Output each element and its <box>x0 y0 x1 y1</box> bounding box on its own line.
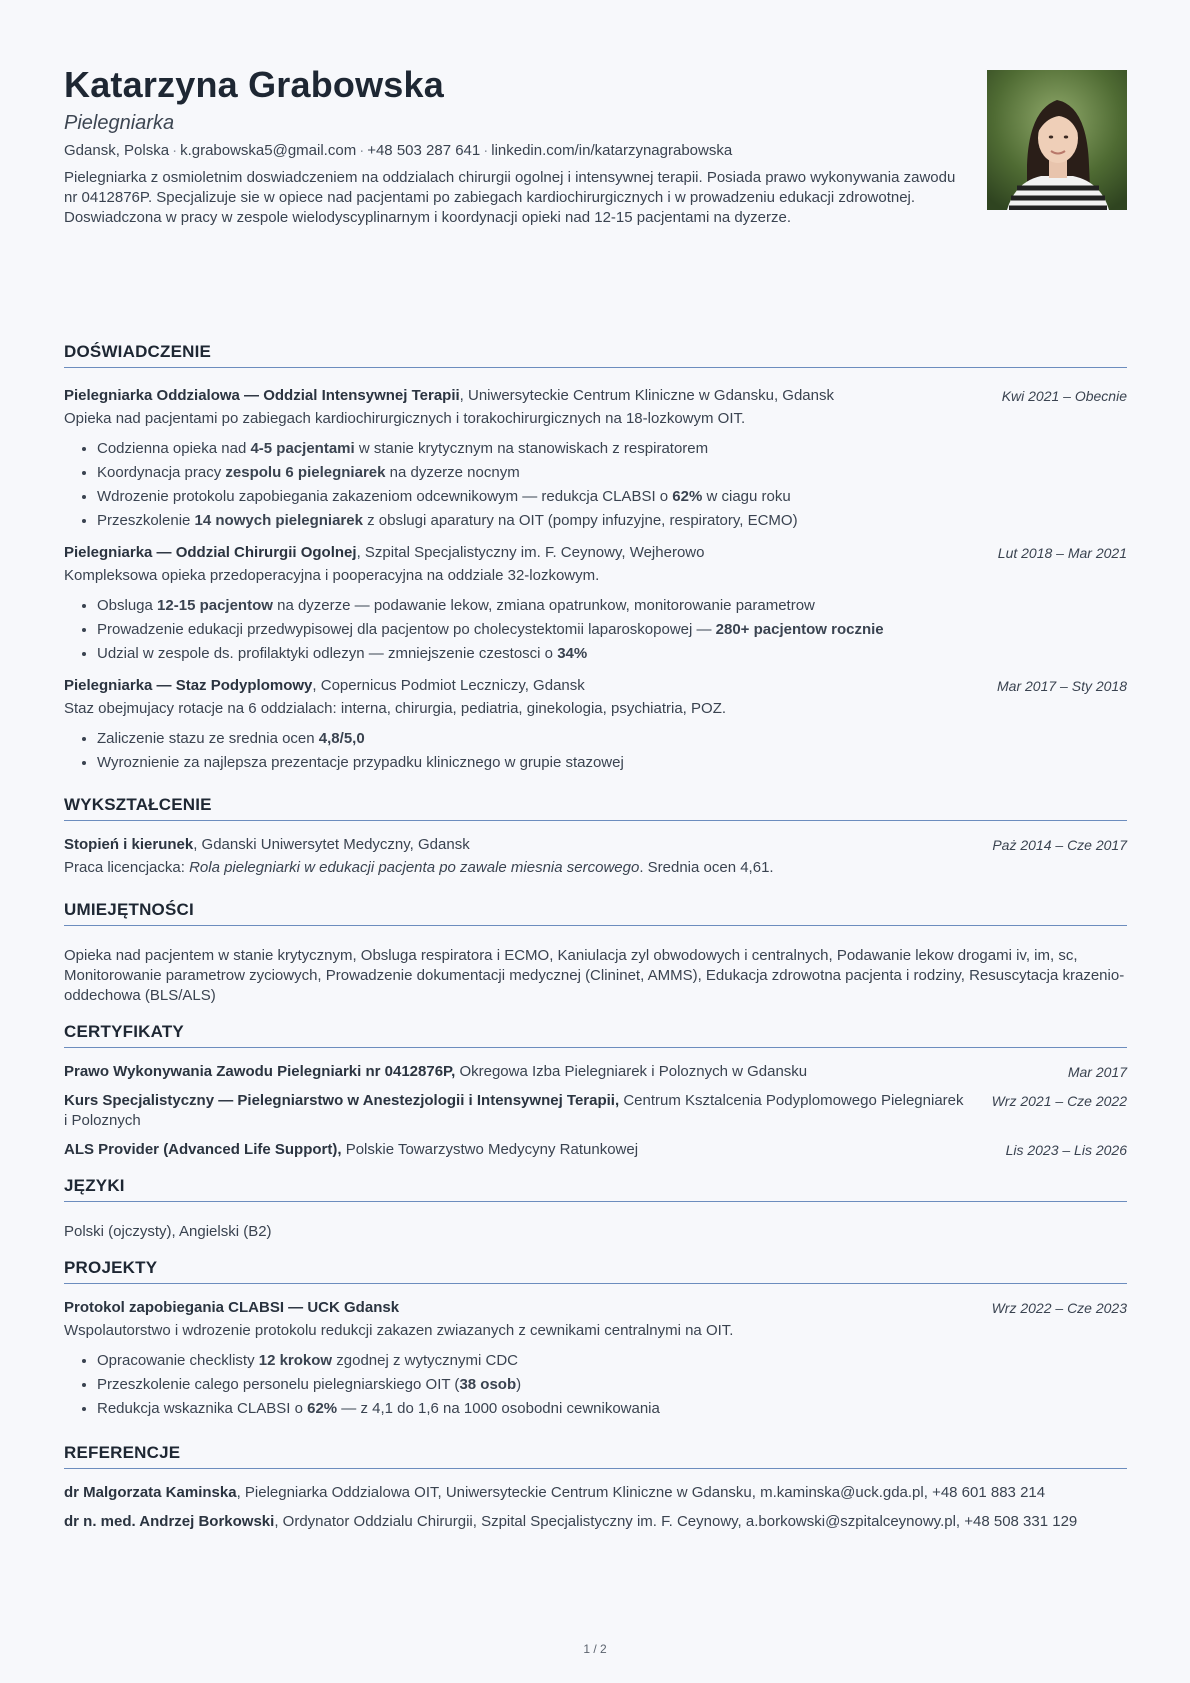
education-entry <box>64 835 1127 878</box>
portrait-image <box>987 70 1127 210</box>
bullet-item: • Obsluga 12-15 pacjentow na dyzerze — podawanie lekow, zmiana opatrunkow, monitorowanie parametrow <box>97 594 1127 618</box>
certificate-org: Okregowa Izba Pielegniarek i Poloznych w Gdansku <box>455 1063 808 1080</box>
section-heading: DOŚWIADCZENIE <box>64 342 1127 368</box>
contact-linkedin[interactable]: linkedin.com/in/katarzynagrabowska <box>491 142 733 159</box>
skills-list: Opieka nad pacjentem w stanie krytycznym, Obsluga respiratora i ECMO, Kaniulacja zyl obwodowych i centralnych, Podawanie lekow drogami iv, im, sc, Monitorowanie parametrow zyciowych, Prowadzenie dokumentacji medycznej (Clininet, AMMS), Edukacja zdrowotna pacjenta i rodziny, Resuscytacja krazenio-oddechowa (BLS/ALS) <box>64 947 1125 1004</box>
reference-entry <box>64 1512 1127 1532</box>
contact-phone[interactable]: +48 503 287 641 <box>367 142 481 159</box>
entry-title-line <box>64 386 1127 406</box>
bullet-item: • Opracowanie checklisty 12 krokow zgodnej z wytycznymi CDC <box>97 1349 1127 1373</box>
contact-email[interactable]: k.grabowska5@gmail.com <box>180 142 357 159</box>
reference-details: , Pielegniarka Oddzialowa OIT, Uniwersyteckie Centrum Kliniczne w Gdansku, m.kaminska@uck.gda.pl, +48 601 883 214 <box>236 1484 1046 1501</box>
degree: Stopień i kierunek <box>64 836 194 853</box>
thesis-line: Praca licencjacka: Rola pielegniarki w edukacji pacjenta po zawale miesnia sercowego. Srednia ocen 4,61. <box>64 859 774 876</box>
contact-separator: · <box>172 142 178 159</box>
project-description: Wspolautorstwo i wdrozenie protokolu redukcji zakazen zwiazanych z cewnikami centralnymi na OIT. <box>64 1322 734 1339</box>
entry-title-line <box>64 1298 1127 1318</box>
candidate-title: Pielegniarka <box>64 112 175 134</box>
contact-location: Gdansk, Polska <box>64 142 170 159</box>
entry-org: , Uniwersyteckie Centrum Kliniczne w Gdansku, Gdansk <box>459 387 834 404</box>
entry-date: Lis 2023 – Lis 2026 <box>1005 1142 1127 1158</box>
entry-date: Kwi 2021 – Obecnie <box>1001 388 1127 404</box>
reference-name: dr n. med. Andrzej Borkowski <box>64 1513 275 1530</box>
entry-bullets <box>64 594 1127 666</box>
contact-separator: · <box>359 142 365 159</box>
entry-org: , Szpital Specjalistyczny im. F. Ceynowy, Wejherowo <box>356 544 705 561</box>
experience-entry <box>64 386 1127 533</box>
certificate-org: Polskie Towarzystwo Medycyny Ratunkowej <box>341 1141 639 1158</box>
bullet-item: • Przeszkolenie calego personelu pielegniarskiego OIT (38 osob) <box>97 1373 1127 1397</box>
certificate-entry <box>64 1091 1127 1131</box>
entry-date: Lut 2018 – Mar 2021 <box>997 545 1127 561</box>
certificate-org: Centrum Ksztalcenia Podyplomowego Pielegniarek i Poloznych <box>64 1092 964 1129</box>
entry-description: Staz obejmujacy rotacje na 6 oddzialach: interna, chirurgia, pediatria, ginekologia, psychiatria, POZ. <box>64 700 727 717</box>
entry-title-line <box>64 543 1127 563</box>
bullet-item: • Wdrozenie protokolu zapobiegania zakazeniom odcewnikowym — redukcja CLABSI o 62% w ciagu roku <box>97 485 1127 509</box>
languages-section <box>64 1176 1127 1242</box>
languages-list: Polski (ojczysty), Angielski (B2) <box>64 1223 272 1240</box>
bullet-item: • Prowadzenie edukacji przedwypisowej dla pacjentow po cholecystektomii laparoskopowej — 280+ pacjentow rocznie <box>97 618 1127 642</box>
contact-line <box>64 142 1127 159</box>
section-heading: JĘZYKI <box>64 1176 1127 1202</box>
experience-section <box>64 342 1127 775</box>
entry-org: , Copernicus Podmiot Leczniczy, Gdansk <box>312 677 585 694</box>
bullet-item: • Zaliczenie stazu ze srednia ocen 4,8/5,0 <box>97 727 1127 751</box>
bullet-item: • Koordynacja pracy zespolu 6 pielegniarek na dyzerze nocnym <box>97 461 1127 485</box>
reference-name: dr Malgorzata Kaminska <box>64 1484 237 1501</box>
certificate-entry <box>64 1140 1127 1160</box>
reference-entry <box>64 1483 1127 1503</box>
entry-bullets <box>64 437 1127 533</box>
certificate-name: ALS Provider (Advanced Life Support), <box>64 1141 342 1158</box>
school: , Gdanski Uniwersytet Medyczny, Gdansk <box>193 836 470 853</box>
entry-date: Wrz 2021 – Cze 2022 <box>991 1093 1127 1109</box>
skills-section <box>64 900 1127 1006</box>
entry-role: Pielegniarka — Staz Podyplomowy <box>64 677 313 694</box>
education-section <box>64 795 1127 878</box>
references-section <box>64 1443 1127 1532</box>
profile-summary: Pielegniarka z osmioletnim doswiadczeniem na oddzialach chirurgii ogolnej i intensywnej terapii. Posiada prawo wykonywania zawodu nr 0412876P. Specjalizuje sie w opiece nad pacjentami po zabiegach kardiochirurgicznych i w prowadzeniu edukacji zdrowotnej. Doswiadczona w pracy w zespole wielodyscyplinarnym i koordynacji opieki nad 12-15 pacjentami na dyzerze. <box>64 169 956 226</box>
entry-date: Mar 2017 – Sty 2018 <box>997 678 1127 694</box>
entry-title-line <box>64 676 1127 696</box>
entry-date: Wrz 2022 – Cze 2023 <box>991 1300 1127 1316</box>
section-heading: PROJEKTY <box>64 1258 1127 1284</box>
entry-title-line <box>64 835 1127 855</box>
project-entry <box>64 1298 1127 1421</box>
page-number: 1 / 2 <box>583 1642 607 1656</box>
certificates-section <box>64 1022 1127 1160</box>
entry-description: Kompleksowa opieka przedoperacyjna i pooperacyjna na oddziale 32-lozkowym. <box>64 567 600 584</box>
entry-date: Mar 2017 <box>1067 1064 1127 1080</box>
resume-header <box>64 64 1127 260</box>
entry-description: Opieka nad pacjentami po zabiegach kardiochirurgicznych i torakochirurgicznych na 18-lozkowym OIT. <box>64 410 746 427</box>
certificate-name: Prawo Wykonywania Zawodu Pielegniarki nr 0412876P, <box>64 1063 456 1080</box>
experience-entry <box>64 676 1127 775</box>
bullet-item: • Udzial w zespole ds. profilaktyki odlezyn — zmniejszenie czestosci o 34% <box>97 642 1127 666</box>
bullet-item: • Przeszkolenie 14 nowych pielegniarek z obslugi aparatury na OIT (pompy infuzyjne, respiratory, ECMO) <box>97 509 1127 533</box>
candidate-name: Katarzyna Grabowska <box>64 64 444 105</box>
certificate-entry <box>64 1062 1127 1082</box>
reference-details: , Ordynator Oddzialu Chirurgii, Szpital Specjalistyczny im. F. Ceynowy, a.borkowski@szpitalceynowy.pl, +48 508 331 129 <box>274 1513 1078 1530</box>
entry-role: Pielegniarka Oddzialowa — Oddzial Intensywnej Terapii <box>64 387 460 404</box>
bullet-item: • Wyroznienie za najlepsza prezentacje przypadku klinicznego w grupie stazowej <box>97 751 1127 775</box>
section-heading: UMIEJĘTNOŚCI <box>64 900 1127 926</box>
profile-photo <box>987 70 1127 210</box>
entry-date: Paż 2014 – Cze 2017 <box>992 837 1127 853</box>
section-heading: CERTYFIKATY <box>64 1022 1127 1048</box>
contact-separator: · <box>483 142 489 159</box>
section-heading: WYKSZTAŁCENIE <box>64 795 1127 821</box>
bullet-item: • Codzienna opieka nad 4-5 pacjentami w stanie krytycznym na stanowiskach z respiratorem <box>97 437 1127 461</box>
entry-bullets <box>64 727 1127 775</box>
certificate-name: Kurs Specjalistyczny — Pielegniarstwo w Anestezjologii i Intensywnej Terapii, <box>64 1092 620 1109</box>
entry-role: Pielegniarka — Oddzial Chirurgii Ogolnej <box>64 544 357 561</box>
project-bullets <box>64 1349 1127 1421</box>
projects-section <box>64 1258 1127 1421</box>
section-heading: REFERENCJE <box>64 1443 1127 1469</box>
experience-entry <box>64 543 1127 666</box>
project-name: Protokol zapobiegania CLABSI — UCK Gdansk <box>64 1299 400 1316</box>
thesis-title: Rola pielegniarki w edukacji pacjenta po zawale miesnia sercowego <box>189 859 640 876</box>
bullet-item: • Redukcja wskaznika CLABSI o 62% — z 4,1 do 1,6 na 1000 osobodni cewnikowania <box>97 1397 1127 1421</box>
